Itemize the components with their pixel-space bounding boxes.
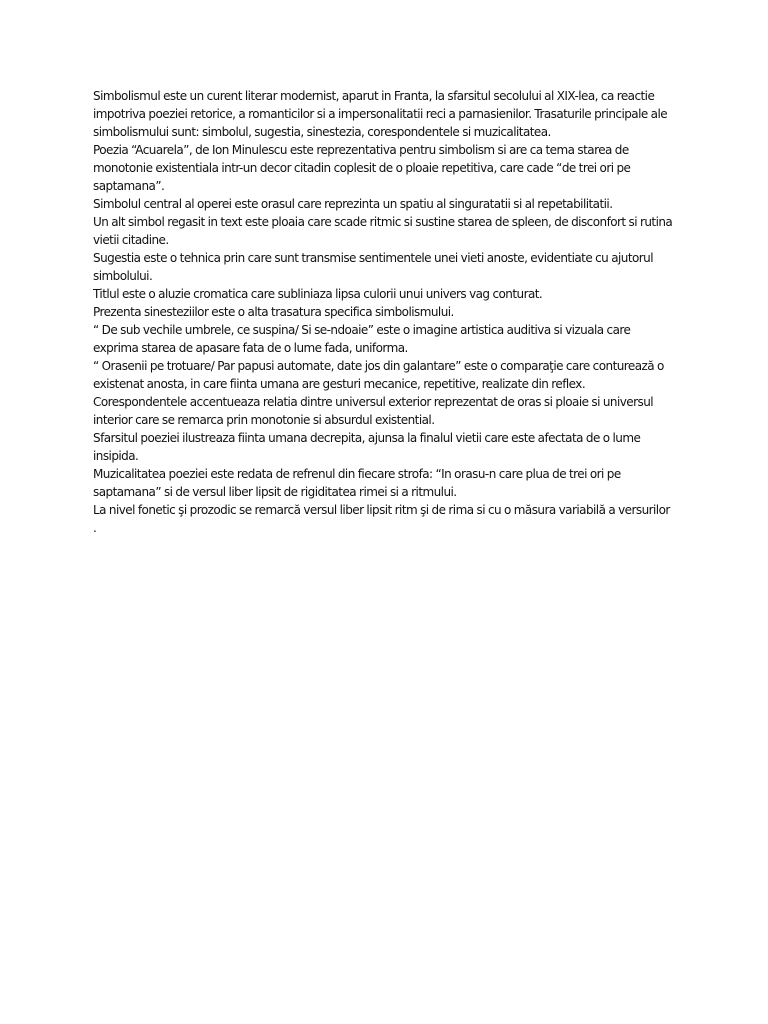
paragraph-musicality: Muzicalitatea poeziei este redata de refrenul din fiecare strofa: “In orasu-n care plua de trei ori pe saptamana” si de versul liber lipsit de rigiditatea rimei si a ritmului. [93,467,621,499]
paragraph-central-symbol: Simbolul central al operei este orasul care reprezinta un spatiu al singuratatii si al repetabilitatii. [93,197,613,211]
paragraph-synesthesia: Prezenta sinesteziilor este o alta trasatura specifica simbolismului. [93,305,454,319]
paragraph-rain-symbol: Un alt simbol regasit in text este ploaia care scade ritmic si sustine starea de spleen, de disconfort si rutina vietii citadine. [93,215,673,247]
paragraph-intro-simbolism: Simbolismul este un curent literar modernist, aparut in Franta, la sfarsitul secolului al XIX-lea, ca reactie impotriva poeziei retorice, a romanticilor si a impersonalitatii reci a parnasienilor. Trasaturile principale ale simbolismului sunt: simbolul, sugestia, sinestezia, corespondentele si muzicalitatea. [93,89,668,139]
paragraph-umbrellas-quote: “ De sub vechile umbrele, ce suspina/ Si se-ndoaie” este o imagine artistica auditiva si vizuala care exprima starea de apasare fata de o lume fada, uniforma. [93,323,631,355]
paragraph-citizens-quote: “ Orasenii pe trotuare/ Par papusi automate, date jos din galantare” este o comparaţie care conturează o existenat anosta, in care fiinta umana are gesturi mecanice, repetitive, realizate din reflex. [93,359,664,391]
paragraph-correspondences: Corespondentele accentueaza relatia dintre universul exterior reprezentat de oras si ploaie si universul interior care se remarca prin monotonie si absurdul existential. [93,395,654,427]
paragraph-ending: Sfarsitul poeziei ilustreaza fiinta umana decrepita, ajunsa la finalul vietii care este afectata de o lume insipida. [93,431,641,463]
document-body [93,87,675,537]
paragraph-acuarela-theme: Poezia “Acuarela”, de Ion Minulescu este reprezentativa pentru simbolism si are ca tema starea de monotonie existentiala intr-un decor citadin coplesit de o ploaie repetitiva, care cade “de trei ori pe saptamana”. [93,143,631,193]
paragraph-suggestion: Sugestia este o tehnica prin care sunt transmise sentimentele unei vieti anoste, evidentiate cu ajutorul simbolului. [93,251,654,283]
paragraph-title-allusion: Titlul este o aluzie cromatica care subliniaza lipsa culorii unui univers vag conturat. [93,287,543,301]
paragraph-phonetic-level: La nivel fonetic şi prozodic se remarcă versul liber lipsit ritm şi de rima si cu o măsura variabilă a versurilor . [93,503,670,535]
